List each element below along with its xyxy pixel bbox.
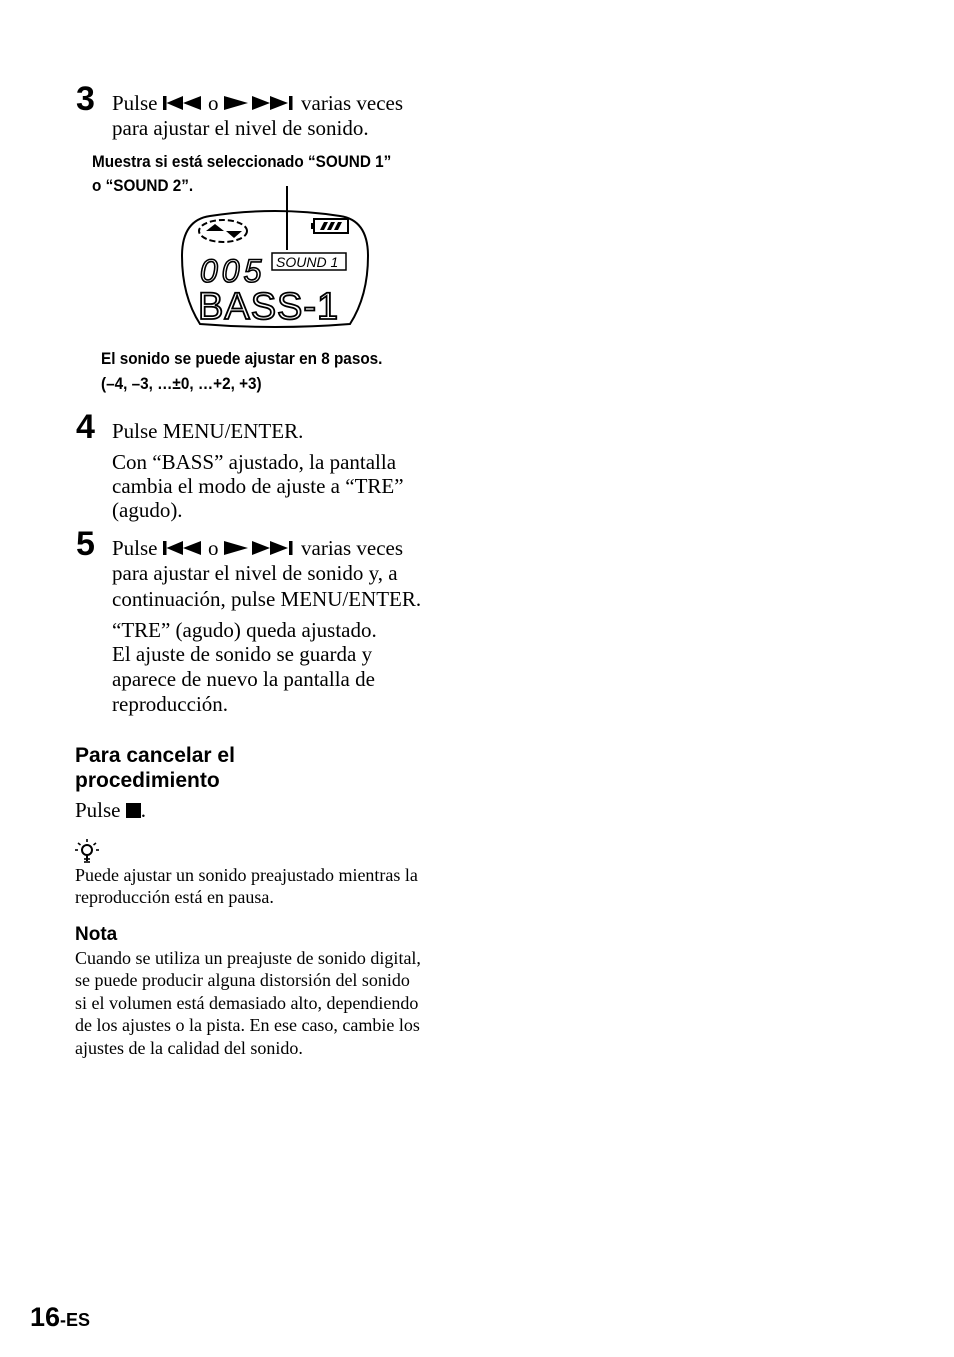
skip-back-icon <box>163 540 203 556</box>
skip-forward-icon <box>224 540 296 556</box>
skip-forward-icon <box>224 95 296 111</box>
battery-icon <box>311 219 348 233</box>
step-5-or-text: o <box>208 536 219 560</box>
caption-steps-line-2: (–4, –3, …±0, …+2, +3) <box>101 374 262 393</box>
lcd-display-illustration <box>170 186 380 332</box>
play-mode-icon <box>199 220 247 242</box>
nota-line-2: se puede producir alguna distorsión del sonido <box>75 970 410 990</box>
stop-icon <box>126 803 141 818</box>
display-main-text: BASS-1 <box>198 286 340 328</box>
cancel-heading-line-1: Para cancelar el <box>75 744 235 767</box>
step-5-desc-1: “TRE” (agudo) queda ajustado. <box>112 618 377 642</box>
step-5-pulse-text: Pulse <box>112 536 158 560</box>
step-5-times-text: varias veces <box>301 536 404 560</box>
nota-line-1: Cuando se utiliza un preajuste de sonido digital, <box>75 948 421 968</box>
step-4-desc-1: Con “BASS” ajustado, la pantalla <box>112 450 397 474</box>
page-number <box>30 1302 90 1335</box>
step-3-pulse-text: Pulse <box>112 91 158 115</box>
step-3-line-1 <box>112 91 403 116</box>
cancel-heading-line-2: procedimiento <box>75 769 220 792</box>
step-4-desc-2: cambia el modo de ajuste a “TRE” <box>112 474 404 498</box>
nota-line-5: ajustes de la calidad del sonido. <box>75 1038 303 1058</box>
step-3-line-2: para ajustar el nivel de sonido. <box>112 116 369 140</box>
step-3-number: 3 <box>76 80 95 118</box>
tip-line-1: Puede ajustar un sonido preajustado mientras la <box>75 865 418 885</box>
nota-line-3: si el volumen está demasiado alto, dependiendo <box>75 993 419 1013</box>
sound-mode-badge-text: SOUND 1 <box>276 254 339 270</box>
page-number-suffix: -ES <box>60 1310 91 1330</box>
step-5-line-2: para ajustar el nivel de sonido y, a <box>112 561 398 585</box>
cancel-pulse-text: Pulse <box>75 798 121 822</box>
step-4-desc-3: (agudo). <box>112 498 183 522</box>
caption-sound-mode-line-1: Muestra si está seleccionado “SOUND 1” <box>92 152 392 171</box>
caption-sound-mode-line-2: o “SOUND 2”. <box>92 176 194 195</box>
skip-back-icon <box>163 95 203 111</box>
step-4-line-1: Pulse MENU/ENTER. <box>112 419 304 443</box>
step-5-line-1 <box>112 536 403 561</box>
nota-title: Nota <box>75 924 118 945</box>
step-5-desc-2: El ajuste de sonido se guarda y <box>112 642 373 666</box>
page-number-value: 16 <box>30 1302 61 1332</box>
step-3-or-text: o <box>208 91 219 115</box>
sound-mode-badge <box>272 253 346 270</box>
display-track-number: 005 <box>200 253 266 289</box>
cancel-instruction <box>75 798 146 823</box>
caption-steps-line-1: El sonido se puede ajustar en 8 pasos. <box>101 349 383 368</box>
cancel-period: . <box>140 798 147 822</box>
step-5-desc-3: aparece de nuevo la pantalla de <box>112 667 375 691</box>
step-3-times-text: varias veces <box>301 91 404 115</box>
nota-line-4: de los ajustes o la pista. En ese caso, cambie los <box>75 1015 420 1035</box>
lightbulb-icon <box>74 838 100 864</box>
step-5-line-3: continuación, pulse MENU/ENTER. <box>112 587 422 611</box>
step-5-number: 5 <box>76 525 95 563</box>
step-4-number: 4 <box>76 408 95 446</box>
tip-line-2: reproducción está en pausa. <box>75 887 274 907</box>
step-5-desc-4: reproducción. <box>112 692 229 716</box>
